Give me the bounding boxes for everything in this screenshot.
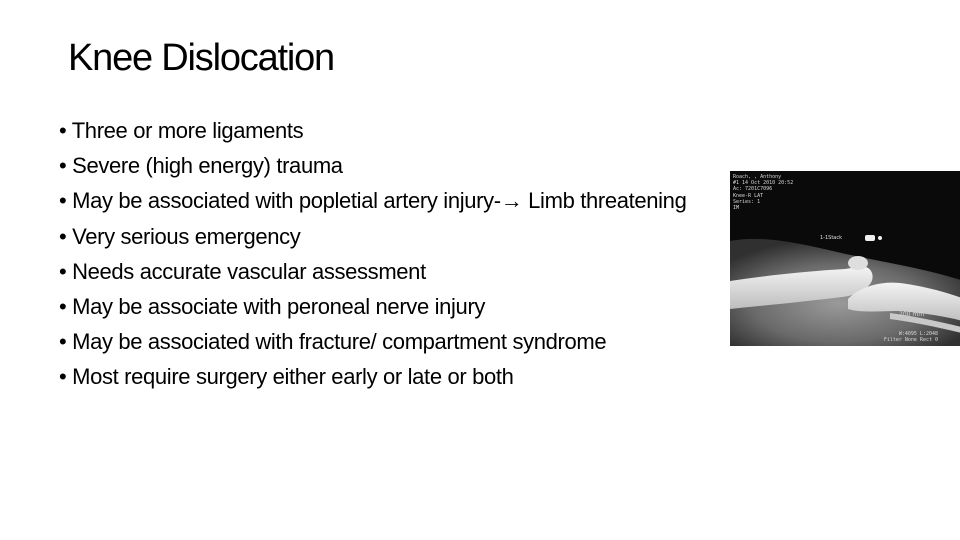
xray-info-line: #1 14 Oct 2010 20:52 (733, 180, 794, 187)
slide-title: Knee Dislocation (68, 37, 334, 79)
xray-info-line: Roach, , Anthony (733, 174, 782, 180)
xray-info-line: IM (733, 205, 740, 212)
bullet-item: • Severe (high energy) trauma (59, 153, 343, 179)
bullet-item: • Needs accurate vascular assessment (59, 258, 426, 284)
metal-marker (865, 235, 875, 241)
xray-info-line: W:4095 L:2048 (898, 330, 938, 337)
xray-marker-label: 1-1Stack (820, 235, 843, 241)
bullet-item: • Most require surgery either early or late or both (59, 364, 514, 390)
bullet-item: • Three or more ligaments (59, 118, 304, 143)
xray-info-line: Filter None Rect 0 (883, 336, 938, 343)
metal-marker-dot (878, 236, 882, 240)
bullet-item: • Very serious emergency (59, 223, 301, 249)
bullet-item: • May be associated with fracture/ compartment syndrome (59, 329, 607, 355)
xray-patient-info (733, 174, 793, 211)
knee-xray-image (730, 171, 960, 346)
bullet-list (59, 113, 749, 395)
xray-scale-label: 200 mm (899, 311, 925, 318)
xray-info-line: Knee-R LAT (733, 192, 764, 199)
bullet-item: • May be associate with peroneal nerve injury (59, 294, 486, 320)
xray-info-line: Ac: 7201C7096 (733, 186, 773, 193)
patella (848, 256, 868, 270)
bullet-item: • May be associated with popletial artery injury-→ Limb threatening (59, 188, 687, 214)
xray-info-line: Series: 1 (733, 198, 761, 205)
xray-window-info (884, 331, 938, 343)
